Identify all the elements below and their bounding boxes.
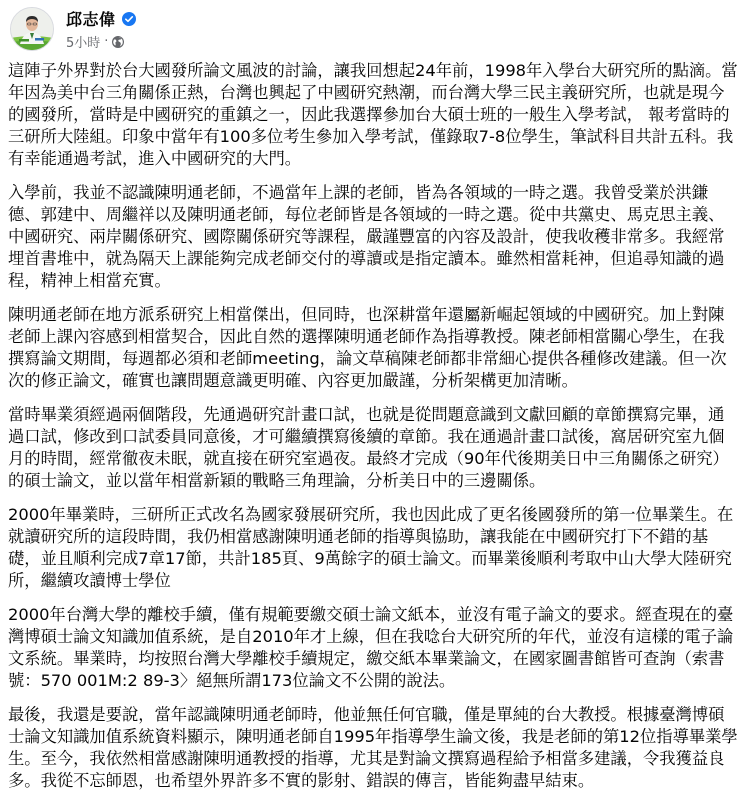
post-body	[0, 60, 750, 792]
post-timestamp[interactable]: 5小時	[66, 36, 101, 51]
author-row	[66, 7, 136, 29]
post-header	[0, 0, 750, 58]
author-name[interactable]: 邱志偉	[66, 9, 116, 29]
verified-badge-icon	[122, 11, 136, 25]
post-paragraph: 當時畢業須經過兩個階段，先通過研究計畫口試，也就是從問題意識到文獻回顧的章節撰寫完畢，通過口試，修改到口試委員同意後，才可繼續撰寫後續的章節。我在通過計畫口試後，窩居研究室九個月的時間，經常徹夜未眠，就直接在研究室過夜。最終才完成（90年代後期美日中三角關係之研究）的碩士論文，並以當年相當新穎的戰略三角理論，分析美日中的三邊關係。	[8, 405, 729, 490]
post-paragraph: 這陣子外界對於台大國發所論文風波的討論，讓我回想起24年前，1998年入學台大研究所的點滴。當年因為美中台三角關係正熱，台灣也興起了中國研究熱潮，而台灣大學三民主義研究所，也就是現今的國發所，當時是中國研究的重鎮之一，因此我選擇參加台大碩士班的一般生入學考試， 報考當時的三研所大陸組。印象中當年有100多位考生參加入學考試，僅錄取7-8位學生，筆試科目共計五科。我有幸能通過考試，進入中國研究的大門。	[8, 61, 738, 168]
globe-icon[interactable]	[112, 36, 124, 48]
post-paragraph: 2000年台灣大學的離校手續，僅有規範要繳交碩士論文紙本，並沒有電子論文的要求。經查現在的臺灣博碩士論文知識加值系統，是自2010年才上線，但在我唸台大研究所的年代，並沒有這樣的電子論文系統。畢業時，均按照台灣大學離校手續規定，繳交紙本畢業論文，在國家圖書館皆可查詢（索書號：570 001M:2 89-3〉絕無所謂173位論文不公開的說法。	[8, 605, 734, 690]
avatar[interactable]	[10, 7, 54, 51]
post-paragraph: 最後，我還是要說，當年認識陳明通老師時，他並無任何官職，僅是單純的台大教授。根據臺灣博碩士論文知識加值系統資料顯示，陳明通老師自1995年指導學生論文後，我是老師的第12位指導畢業學生。至今，我依然相當感謝陳明通教授的指導，尤其是對論文撰寫過程給予相當多建議，令我獲益良多。我從不忘師恩，也希望外界許多不實的影射、錯誤的傳言，皆能夠盡早結束。	[8, 705, 738, 790]
post-paragraph: 陳明通老師在地方派系研究上相當傑出，但同時，也深耕當年還屬新崛起領域的中國研究。加上對陳老師上課內容感到相當契合，因此自然的選擇陳明通老師作為指導教授。陳老師相當關心學生，在我撰寫論文期間，每週都必須和老師meeting，論文草稿陳老師都非常細心提供各種修改建議。但一次次的修正論文，確實也讓問題意識更明確、內容更加嚴謹，分析架構更加清晰。	[8, 305, 727, 390]
avatar-portrait-icon	[11, 8, 53, 50]
meta-separator: ·	[104, 34, 109, 49]
post-header-text	[66, 7, 136, 51]
post-meta	[66, 32, 136, 51]
post-paragraph: 入學前，我並不認識陳明通老師，不過當年上課的老師，皆為各領域的一時之選。我曾受業於洪鎌德、郭建中、周繼祥以及陳明通老師，每位老師皆是各領域的一時之選。從中共黨史、馬克思主義、中國研究、兩岸關係研究、國際關係研究等課程，嚴謹豐富的內容及設計，使我收穫非常多。我經常埋首書堆中，就為隔天上課能夠完成老師交付的導讀或是指定讀本。雖然相當耗神，但追尋知識的過程，精神上相當充實。	[8, 183, 725, 290]
post-paragraph: 2000年畢業時，三研所正式改名為國家發展研究所，我也因此成了更名後國發所的第一位畢業生。在就讀研究所的這段時間，我仍相當感謝陳明通老師的指導與協助，讓我能在中國研究打下不錯的基礎，並且順利完成7章17節，共計185頁、9萬餘字的碩士論文。而畢業後順利考取中山大學大陸研究所，繼續攻讀博士學位	[8, 505, 734, 590]
